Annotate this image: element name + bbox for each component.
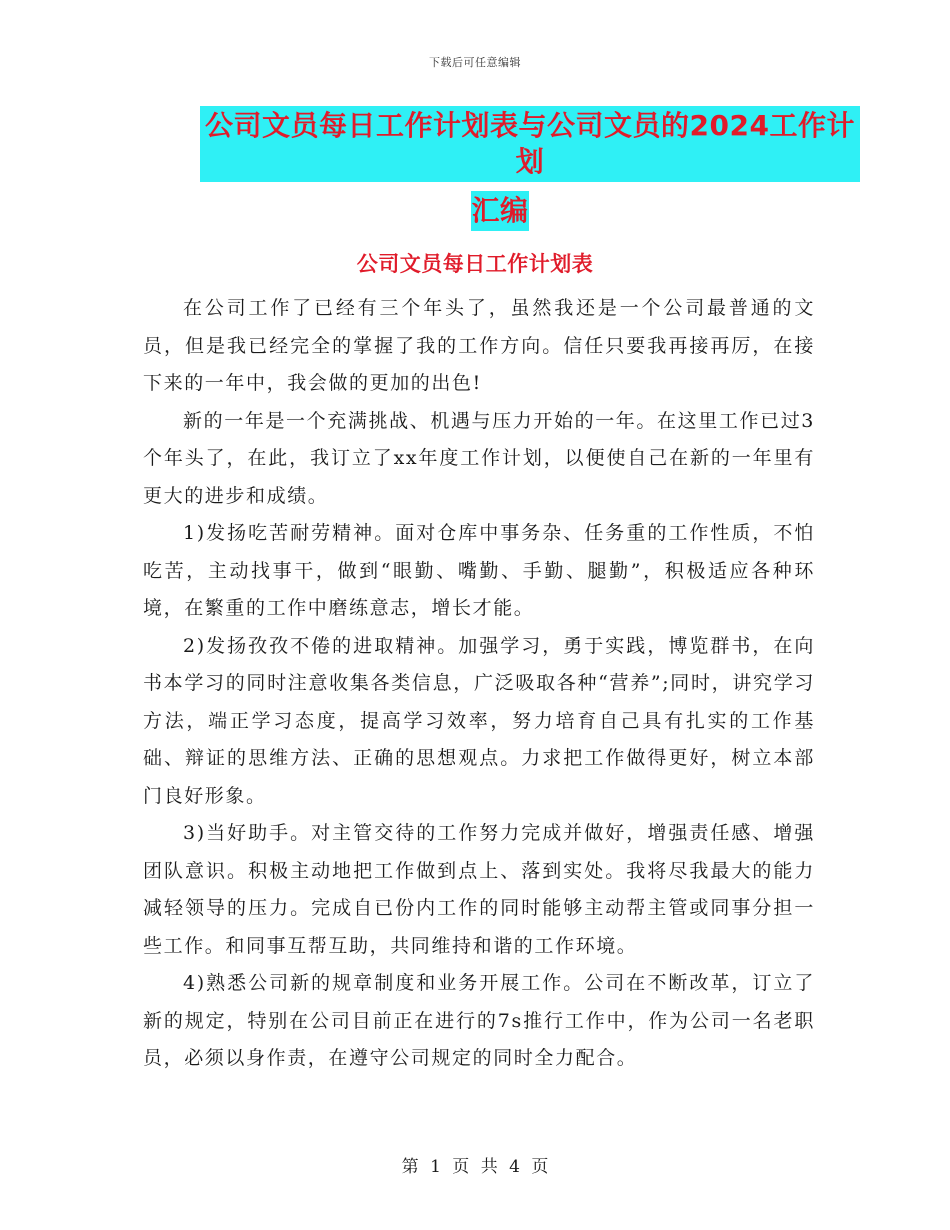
page-total: 4 <box>509 1157 520 1177</box>
title-line-1: 公司文员每日工作计划表与公司文员的2024工作计划 <box>200 106 860 182</box>
paragraph: 2)发扬孜孜不倦的进取精神。加强学习，勇于实践，博览群书，在向书本学习的同时注意收集各类信息，广泛吸取各种“营养”;同时，讲究学习方法，端正学习态度，提高学习效率，努力培育自己具有扎实的工作基础、辩证的思维方法、正确的思想观点。力求把工作做得更好，树立本部门良好形象。 <box>143 634 815 807</box>
footer-suffix: 页 <box>531 1157 549 1177</box>
title-line-2: 汇编 <box>471 191 528 231</box>
paragraph: 在公司工作了已经有三个年头了，虽然我还是一个公司最普通的文员，但是我已经完全的掌握了我的工作方向。信任只要我再接再厉，在接下来的一年中，我会做的更加的出色! <box>143 297 815 394</box>
footer-total-prefix: 共 <box>480 1157 498 1177</box>
body-text <box>143 290 815 1078</box>
paragraph: 1)发扬吃苦耐劳精神。面对仓库中事务杂、任务重的工作性质，不怕吃苦，主动找事干，做到“眼勤、嘴勤、手勤、腿勤”，积极适应各种环境，在繁重的工作中磨练意志，增长才能。 <box>143 522 815 619</box>
page-number: 1 <box>430 1157 441 1177</box>
footer-prefix: 第 <box>401 1157 419 1177</box>
header-note: 下载后可任意编辑 <box>429 56 521 69</box>
section-heading: 公司文员每日工作计划表 <box>356 252 594 276</box>
page-footer <box>0 1152 950 1177</box>
paragraph: 4)熟悉公司新的规章制度和业务开展工作。公司在不断改革，订立了新的规定，特别在公司目前正在进行的7s推行工作中，作为公司一名老职员，必须以身作责，在遵守公司规定的同时全力配合。 <box>143 972 815 1069</box>
document-title <box>140 106 860 231</box>
paragraph: 3)当好助手。对主管交待的工作努力完成并做好，增强责任感、增强团队意识。积极主动地把工作做到点上、落到实处。我将尽我最大的能力减轻领导的压力。完成自已份内工作的同时能够主动帮主管或同事分担一些工作。和同事互帮互助，共同维持和谐的工作环境。 <box>143 822 815 957</box>
paragraph: 新的一年是一个充满挑战、机遇与压力开始的一年。在这里工作已过3个年头了，在此，我订立了xx年度工作计划，以便使自己在新的一年里有更大的进步和成绩。 <box>143 409 815 507</box>
footer-mid: 页 <box>452 1157 470 1177</box>
